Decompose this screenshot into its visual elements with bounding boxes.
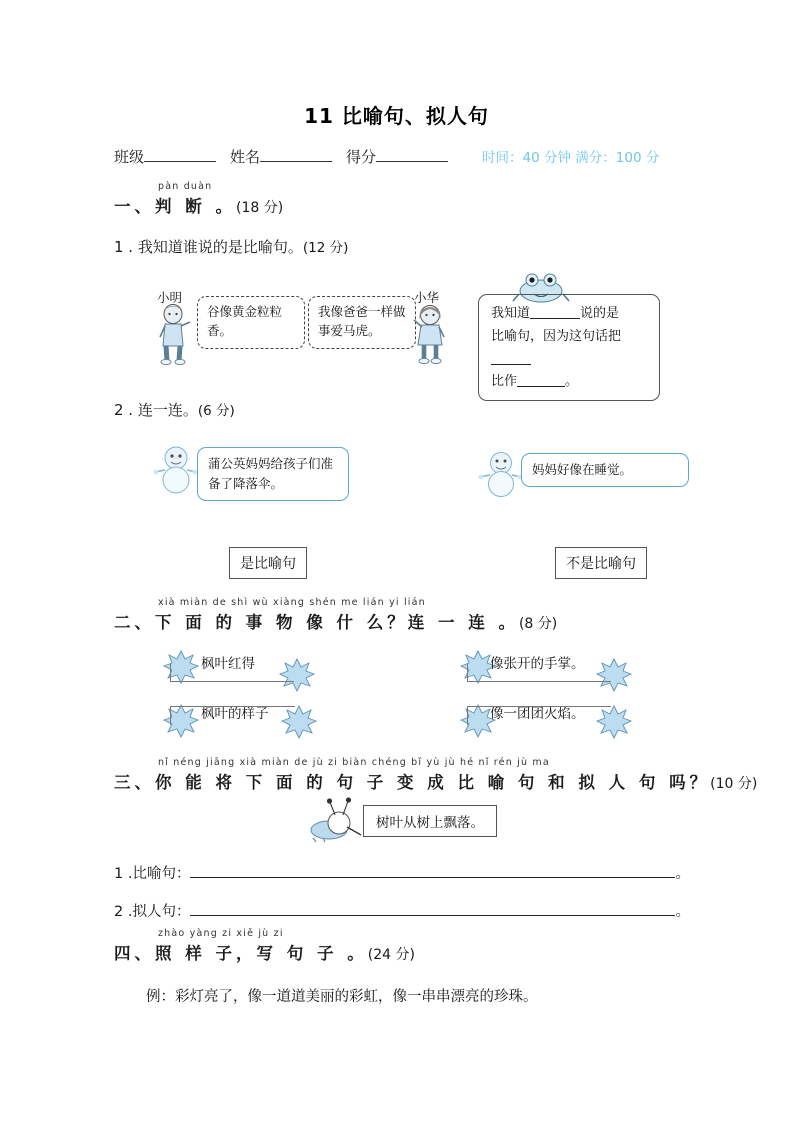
section-3-text: 三、你 能 将 下 面 的 句 子 变 成 比 喻 句 和 拟 人 句 吗？ xyxy=(114,773,711,792)
score-label: 得分 xyxy=(346,148,377,166)
speech-bubble-middle: 我像爸爸一样做事爱马虎。 xyxy=(308,296,416,349)
section-4-pinyin: zhào yàng zi xiě jù zi xyxy=(158,928,284,939)
question-1-2 xyxy=(114,399,235,420)
answer-blank-1[interactable] xyxy=(530,318,580,319)
answer-row-metaphor-period: 。 xyxy=(675,866,690,882)
answer-bubble-line-3: 比作 。 xyxy=(491,373,579,389)
snowman-left-icon xyxy=(155,444,197,488)
match-bracket xyxy=(170,706,295,725)
answer-row-personification-period: 。 xyxy=(675,904,690,920)
match-item-left-1[interactable] xyxy=(163,650,353,696)
section-1-heading xyxy=(114,181,283,217)
section-1-title xyxy=(114,193,283,217)
label-box-is-metaphor[interactable]: 是比喻句 xyxy=(229,547,307,579)
match-item-right-1-text: 像张开的手掌。 xyxy=(490,656,585,671)
section-2-text: 二、下 面 的 事 物 像 什 么？连 一 连 。 xyxy=(114,613,519,632)
class-blank[interactable] xyxy=(144,161,216,162)
section-3-pinyin: nǐ néng jiāng xià miàn de jù zi biàn chéng bǐ yù jù hé nǐ rén jù ma xyxy=(158,757,550,768)
snowman-right-icon xyxy=(480,450,522,492)
match-item-right-2[interactable] xyxy=(460,700,660,746)
name-label: 姓名 xyxy=(230,148,261,166)
section-4-heading xyxy=(114,928,415,964)
time-and-total-score: 时间：40 分钟 满分：100 分 xyxy=(482,150,660,166)
section-1-pinyin: pàn duàn xyxy=(158,181,213,192)
section-3-points: (10 分) xyxy=(710,776,758,792)
match-item-left-2[interactable] xyxy=(163,700,353,746)
label-box-not-metaphor[interactable]: 不是比喻句 xyxy=(555,547,647,579)
answer-row-metaphor[interactable] xyxy=(114,862,690,883)
answer-bubble xyxy=(478,294,660,401)
match-item-left-1-text: 枫叶红得 xyxy=(201,656,255,671)
speaker-right-label: 小华 xyxy=(414,291,440,305)
question-1-2-text: 2 . 连一连。 xyxy=(114,401,198,419)
answer-row-metaphor-input[interactable] xyxy=(190,863,675,878)
section-1-points: (18 分) xyxy=(236,200,284,216)
question-1-1 xyxy=(114,236,348,257)
score-field[interactable] xyxy=(346,146,448,167)
match-item-right-2-text: 像一团团火焰。 xyxy=(490,706,585,721)
question-1-1-text: 1 . 我知道谁说的是比喻句。 xyxy=(114,238,303,256)
section-1-text: 一、判 断 。 xyxy=(114,197,236,216)
section-4-title xyxy=(114,940,415,964)
section-2-heading xyxy=(114,597,557,633)
section-2-pinyin: xià miàn de shì wù xiàng shén me lián yi lián xyxy=(158,597,426,608)
answer-blank-3[interactable] xyxy=(517,386,565,387)
girl-figure-icon xyxy=(412,303,448,365)
student-info-row xyxy=(114,146,694,167)
section-2-title xyxy=(114,609,557,633)
match-bracket xyxy=(170,664,294,682)
example-sentence: 例：彩灯亮了，像一道道美丽的彩虹，像一串串漂亮的珍珠。 xyxy=(146,989,538,1005)
match-bracket xyxy=(467,664,611,682)
section-2-points: (8 分) xyxy=(518,616,558,632)
match-bubble-left[interactable]: 蒲公英妈妈给孩子们准备了降落伞。 xyxy=(197,447,349,501)
class-label: 班级 xyxy=(114,148,145,166)
class-field[interactable] xyxy=(114,146,216,167)
match-item-right-1[interactable] xyxy=(460,650,660,696)
name-field[interactable] xyxy=(230,146,332,167)
answer-row-metaphor-label: 1 .比喻句： xyxy=(114,866,191,882)
section-4-points: (24 分) xyxy=(367,947,415,963)
boy-figure-icon xyxy=(156,303,192,365)
source-sentence-box: 树叶从树上飘落。 xyxy=(363,805,497,837)
question-1-2-points: (6 分) xyxy=(197,403,235,419)
section-3-heading xyxy=(114,757,757,793)
answer-row-personification-input[interactable] xyxy=(190,901,675,916)
page-title: 11 比喻句、拟人句 xyxy=(304,104,489,128)
match-item-left-2-text: 枫叶的样子 xyxy=(201,706,269,721)
snail-icon xyxy=(305,797,367,843)
section-4-text: 四、照 样 子，写 句 子 。 xyxy=(114,944,368,963)
answer-row-personification-label: 2 .拟人句： xyxy=(114,904,191,920)
speaker-left-label: 小明 xyxy=(157,291,183,305)
answer-bubble-line-1: 我知道 说的是 xyxy=(491,305,620,320)
match-bubble-right[interactable]: 妈妈好像在睡觉。 xyxy=(521,453,689,487)
score-blank[interactable] xyxy=(376,161,448,162)
answer-row-personification[interactable] xyxy=(114,900,690,921)
section-3-title xyxy=(114,769,757,793)
name-blank[interactable] xyxy=(260,161,332,162)
answer-blank-2[interactable] xyxy=(491,364,531,365)
answer-bubble-line-2: 比喻句，因为这句话把 xyxy=(491,325,647,371)
question-1-1-points: (12 分) xyxy=(302,240,349,256)
speech-bubble-left: 谷像黄金粒粒香。 xyxy=(197,296,305,349)
match-bracket xyxy=(467,706,611,725)
